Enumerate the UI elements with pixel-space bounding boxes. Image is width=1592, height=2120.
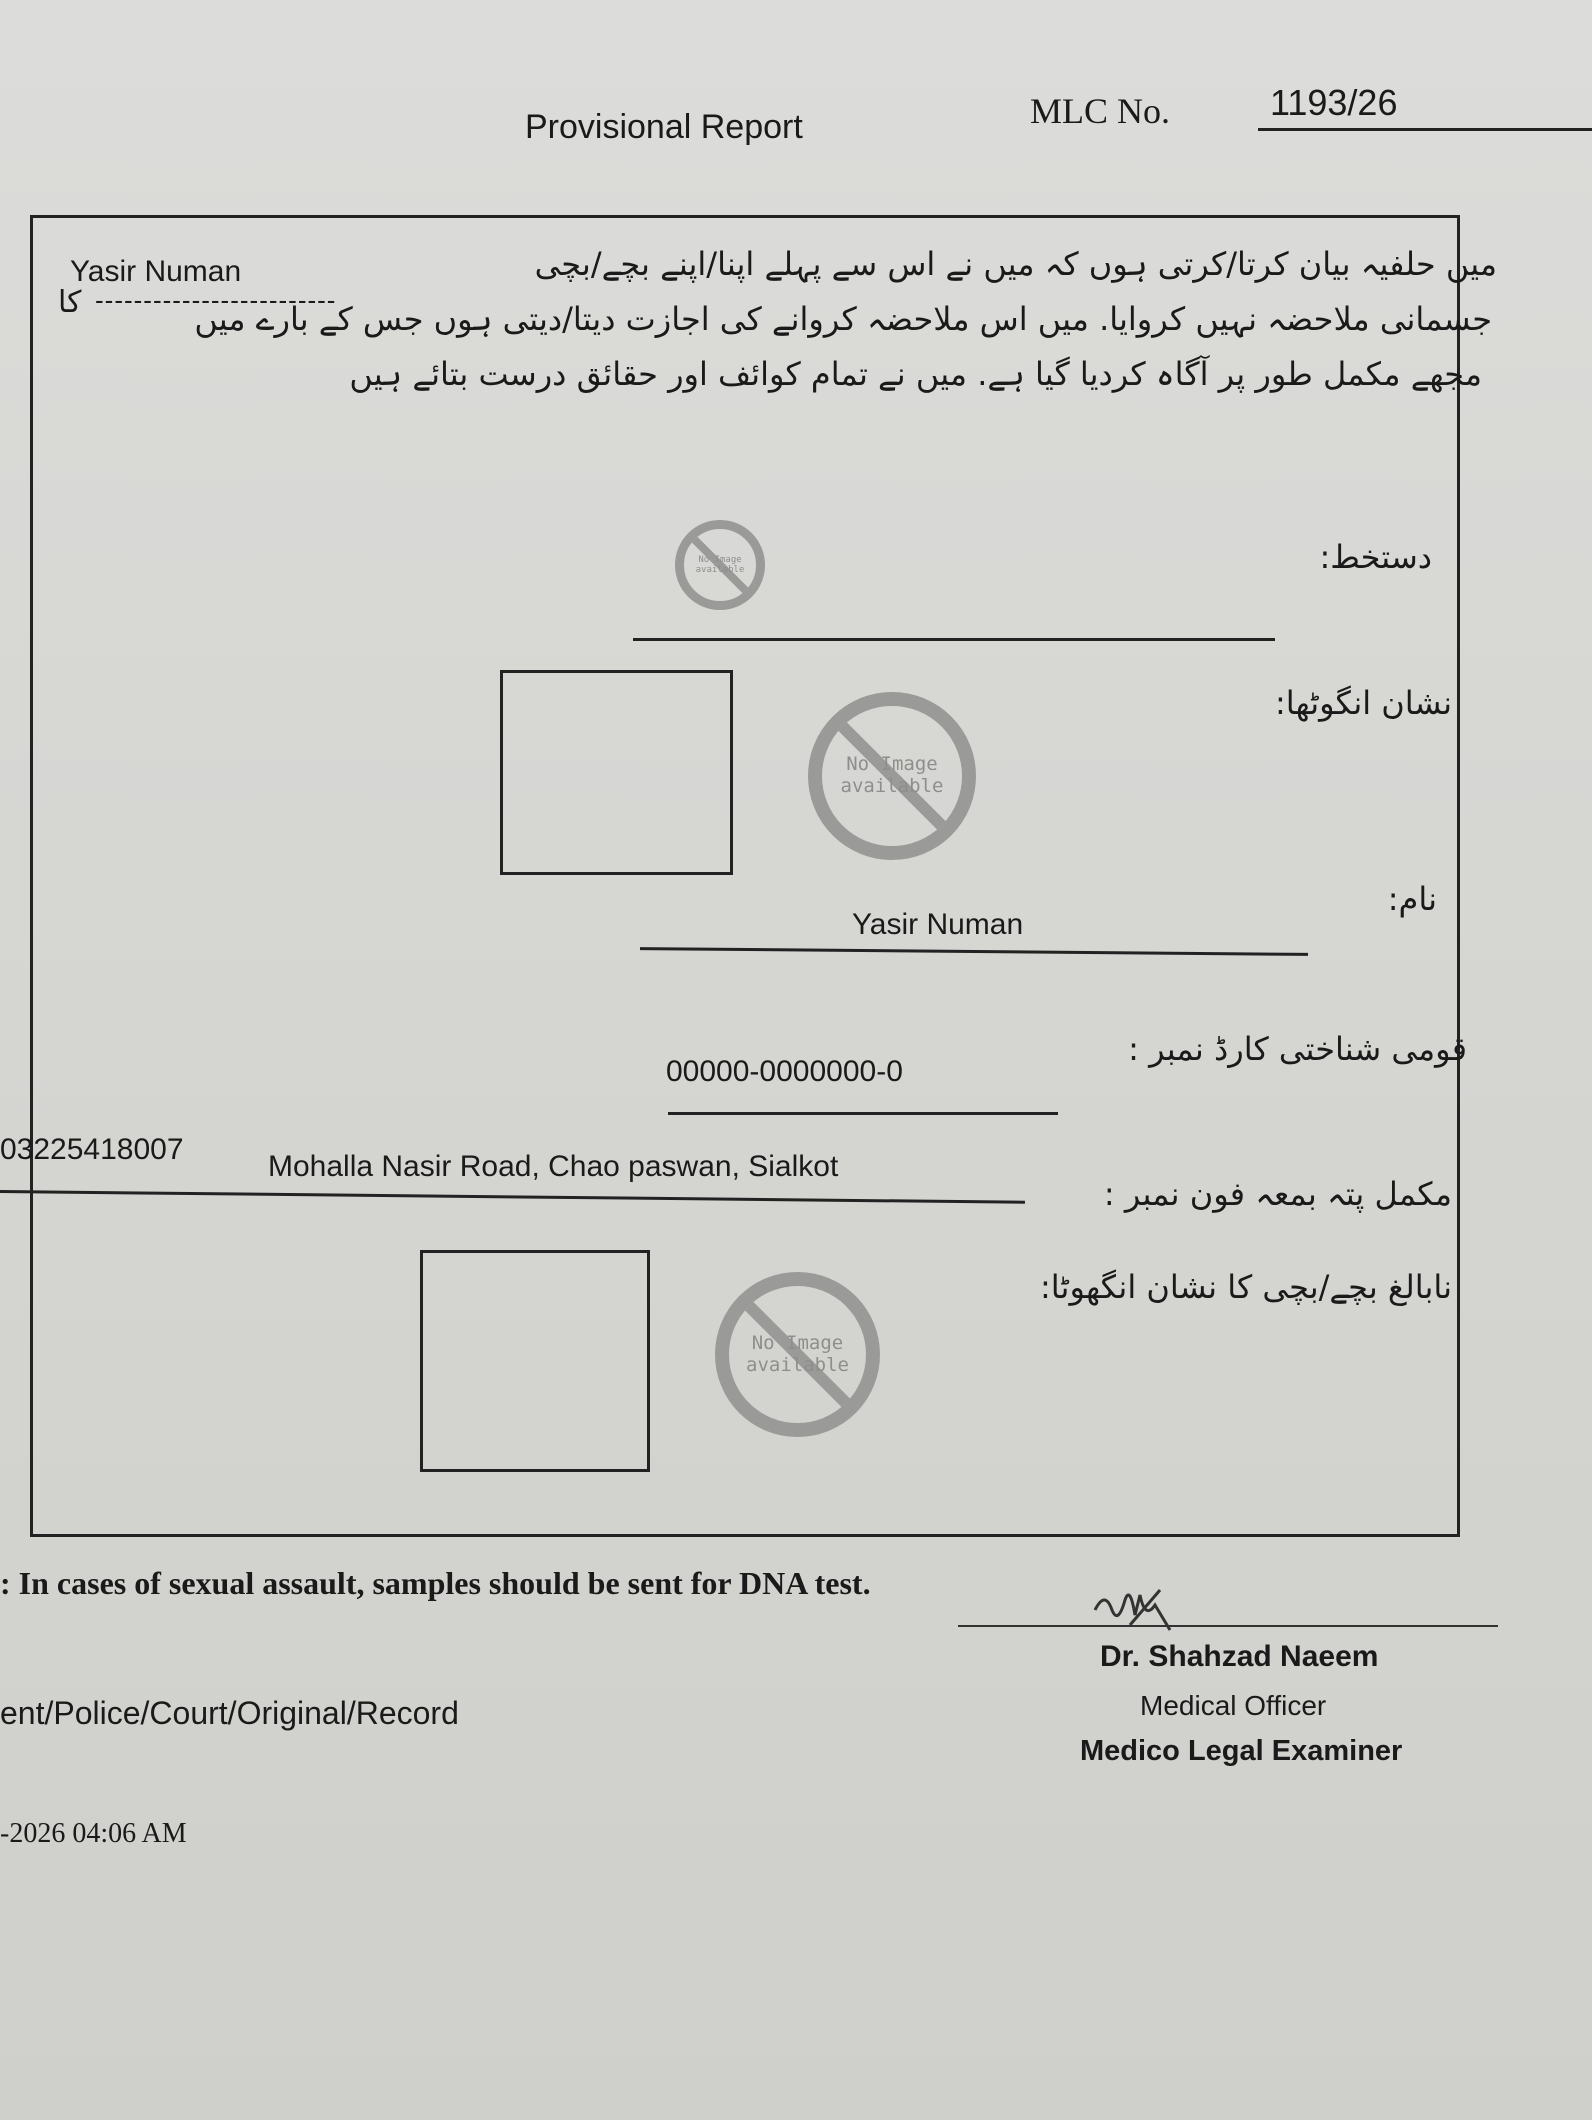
declaration-line-2: جسمانی ملاحضہ نہیں کروایا. میں اس ملاحضہ کروانے کی اجازت دیتا/دیتی ہوں جس کے بارے میں [194, 300, 1492, 338]
thumb-impression-box [500, 670, 733, 875]
mlc-label: MLC No. [1030, 91, 1171, 131]
report-title: Provisional Report [525, 108, 803, 146]
signature-line [633, 638, 1275, 641]
address-value: Mohalla Nasir Road, Chao paswan, Sialkot [268, 1150, 839, 1183]
doctor-name: Dr. Shahzad Naeem [1100, 1640, 1379, 1673]
minor-thumb-label: نابالغ بچے/بچی کا نشان انگھوٹا: [1040, 1268, 1452, 1306]
cnic-value: 00000-0000000-0 [666, 1055, 903, 1088]
minor-thumb-box [420, 1250, 650, 1472]
declarant-name: Yasir Numan [70, 255, 242, 288]
minor-thumb-no-image-icon: No Image available [715, 1272, 880, 1437]
signature-no-image-icon: No Image available [675, 520, 765, 610]
declaration-dashes: ------------------------- [95, 285, 337, 315]
cnic-label: قومی شناختی کارڈ نمبر : [1128, 1030, 1467, 1068]
cnic-line [668, 1112, 1058, 1115]
mlc-underline [1258, 128, 1592, 131]
dna-note: : In cases of sexual assault, samples should be sent for DNA test. [0, 1565, 871, 1601]
phone-value: 03225418007 [0, 1133, 184, 1166]
address-label: مکمل پتہ بمعہ فون نمبر : [1103, 1175, 1452, 1213]
print-timestamp: -2026 04:06 AM [0, 1818, 187, 1849]
thumb-impression-label: نشان انگوٹھا: [1274, 684, 1452, 722]
declaration-ka: کا [58, 285, 82, 320]
copies-distribution: ent/Police/Court/Original/Record [0, 1695, 459, 1731]
declaration-line-1: میں حلفیہ بیان کرتا/کرتی ہوں کہ میں نے اس سے پہلے اپنا/اپنے بچے/بچی [534, 245, 1497, 283]
thumb-no-image-icon: No Image available [808, 692, 976, 860]
name-value: Yasir Numan [852, 908, 1024, 941]
signature-label: دستخط: [1319, 538, 1432, 576]
mlc-number: 1193/26 [1270, 82, 1398, 123]
doctor-title: Medical Officer [1140, 1690, 1327, 1721]
name-label: نام: [1387, 880, 1437, 918]
doctor-signature-line [958, 1625, 1498, 1627]
declaration-line-3: مجھے مکمل طور پر آگاہ کردیا گیا ہے. میں نے تمام کوائف اور حقائق درست بتائے ہیں [349, 355, 1482, 393]
doctor-role: Medico Legal Examiner [1080, 1735, 1403, 1767]
